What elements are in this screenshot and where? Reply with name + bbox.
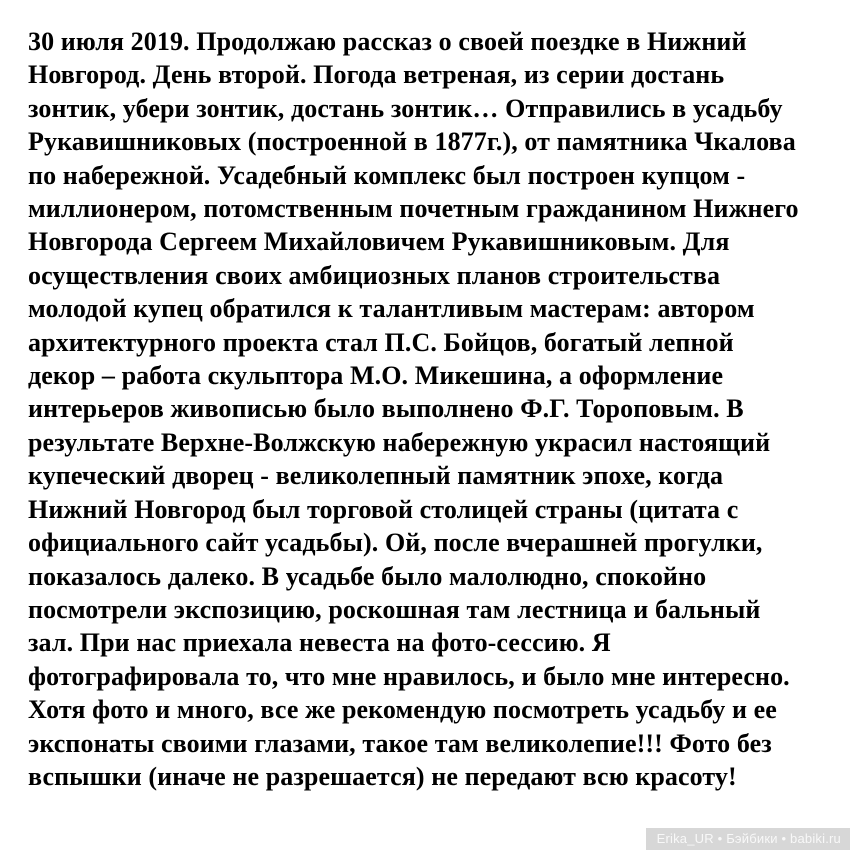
text-line: Новгород. День второй. Погода ветреная, из серии достань <box>28 60 725 90</box>
text-line: Нижний Новгород был торговой столицей страны (цитата с <box>28 494 739 524</box>
text-line: молодой купец обратился к талантливым мастерам: автором <box>28 294 755 324</box>
text-line: купеческий дворец - великолепный памятник эпохе, когда <box>28 461 724 491</box>
text-line: зонтик, убери зонтик, достань зонтик… Отправились в усадьбу <box>28 93 783 123</box>
watermark: Erika_UR • Бэйбики • babiki.ru <box>646 828 850 850</box>
text-line: результате Верхне-Волжскую набережную украсил настоящий <box>28 427 771 457</box>
text-line: Хотя фото и много, все же рекомендую посмотреть усадьбу и ее <box>28 695 777 725</box>
text-line: Новгорода Сергеем Михайловичем Рукавишниковым. Для <box>28 227 730 257</box>
text-line: по набережной. Усадебный комплекс был построен купцом - <box>28 160 746 190</box>
text-line: вспышки (иначе не разрешается) не передают всю красоту! <box>28 761 737 791</box>
text-line: фотографировала то, что мне нравилось, и было мне интересно. <box>28 661 790 691</box>
text-line: официального сайт усадьбы). Ой, после вчерашней прогулки, <box>28 528 763 558</box>
travel-blog-text <box>28 25 840 793</box>
text-line: Рукавишниковых (построенной в 1877г.), от памятника Чкалова <box>28 127 796 157</box>
text-line: 30 июля 2019. Продолжаю рассказ о своей поездке в Нижний <box>28 27 747 56</box>
text-line: посмотрели экспозицию, роскошная там лестница и бальный <box>28 594 761 624</box>
text-line: архитектурного проекта стал П.С. Бойцов, богатый лепной <box>28 327 734 357</box>
text-line: экспонаты своими глазами, такое там великолепие!!! Фото без <box>28 728 772 758</box>
text-line: показалось далеко. В усадьбе было малолюдно, спокойно <box>28 561 707 591</box>
text-line: зал. При нас приехала невеста на фото-сессию. Я <box>28 628 611 658</box>
text-line: миллионером, потомственным почетным гражданином Нижнего <box>28 194 799 224</box>
text-line: интерьеров живописью было выполнено Ф.Г. Тороповым. В <box>28 394 744 424</box>
text-line: осуществления своих амбициозных планов строительства <box>28 260 721 290</box>
text-line: декор – работа скульптора М.О. Микешина, а оформление <box>28 361 724 391</box>
